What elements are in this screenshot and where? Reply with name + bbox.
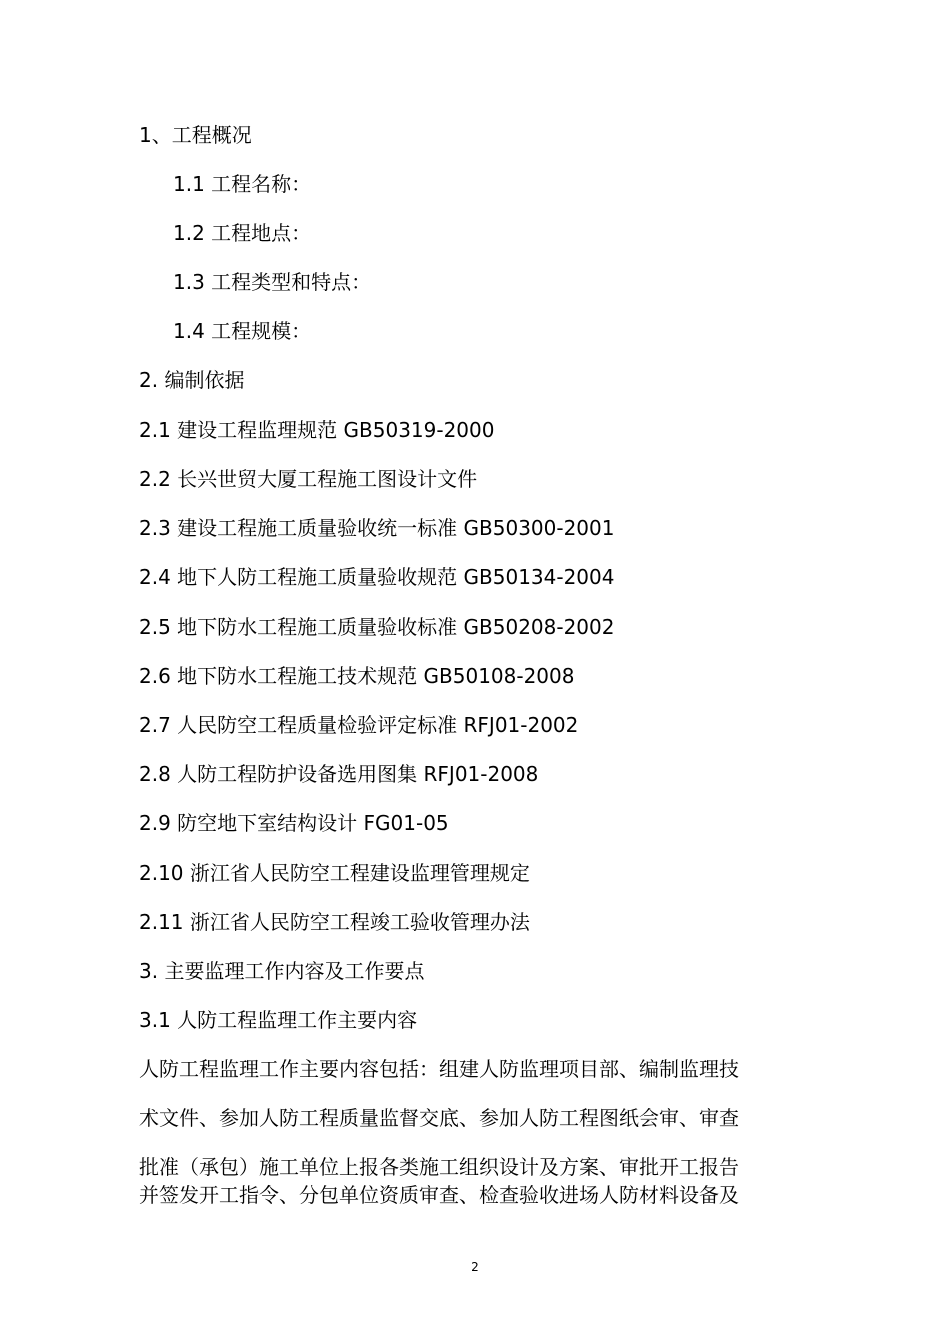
item-2-1: 2.1 建设工程监理规范 GB50319-2000 bbox=[139, 418, 495, 442]
item-2-11: 2.11 浙江省人民防空工程竣工验收管理办法 bbox=[139, 910, 530, 934]
item-1-3: 1.3 工程类型和特点： bbox=[173, 270, 372, 294]
item-2-7: 2.7 人民防空工程质量检验评定标准 RFJ01-2002 bbox=[139, 713, 579, 737]
item-2-3: 2.3 建设工程施工质量验收统一标准 GB50300-2001 bbox=[139, 516, 615, 540]
item-3-1: 3.1 人防工程监理工作主要内容 bbox=[139, 1008, 418, 1032]
item-2-6: 2.6 地下防水工程施工技术规范 GB50108-2008 bbox=[139, 664, 575, 688]
body-paragraph-line-2: 术文件、参加人防工程质量监督交底、参加人防工程图纸会审、审查 bbox=[139, 1106, 739, 1130]
body-paragraph-line-3: 批准（承包）施工单位上报各类施工组织设计及方案、审批开工报告 bbox=[139, 1155, 739, 1179]
body-paragraph-line-4: 并签发开工指令、分包单位资质审查、检查验收进场人防材料设备及 bbox=[139, 1183, 739, 1207]
body-paragraph-line-1: 人防工程监理工作主要内容包括：组建人防监理项目部、编制监理技 bbox=[139, 1057, 739, 1081]
heading-section-2: 2. 编制依据 bbox=[139, 368, 245, 392]
item-2-8: 2.8 人防工程防护设备选用图集 RFJ01-2008 bbox=[139, 762, 539, 786]
item-1-1: 1.1 工程名称： bbox=[173, 172, 312, 196]
item-1-2: 1.2 工程地点： bbox=[173, 221, 312, 245]
heading-section-3: 3. 主要监理工作内容及工作要点 bbox=[139, 959, 425, 983]
page-number: 2 bbox=[471, 1260, 479, 1274]
item-2-4: 2.4 地下人防工程施工质量验收规范 GB50134-2004 bbox=[139, 565, 615, 589]
heading-section-1: 1、工程概况 bbox=[139, 123, 252, 147]
item-2-2: 2.2 长兴世贸大厦工程施工图设计文件 bbox=[139, 467, 478, 491]
item-1-4: 1.4 工程规模： bbox=[173, 319, 312, 343]
item-2-9: 2.9 防空地下室结构设计 FG01-05 bbox=[139, 811, 449, 835]
item-2-5: 2.5 地下防水工程施工质量验收标准 GB50208-2002 bbox=[139, 615, 615, 639]
item-2-10: 2.10 浙江省人民防空工程建设监理管理规定 bbox=[139, 861, 530, 885]
